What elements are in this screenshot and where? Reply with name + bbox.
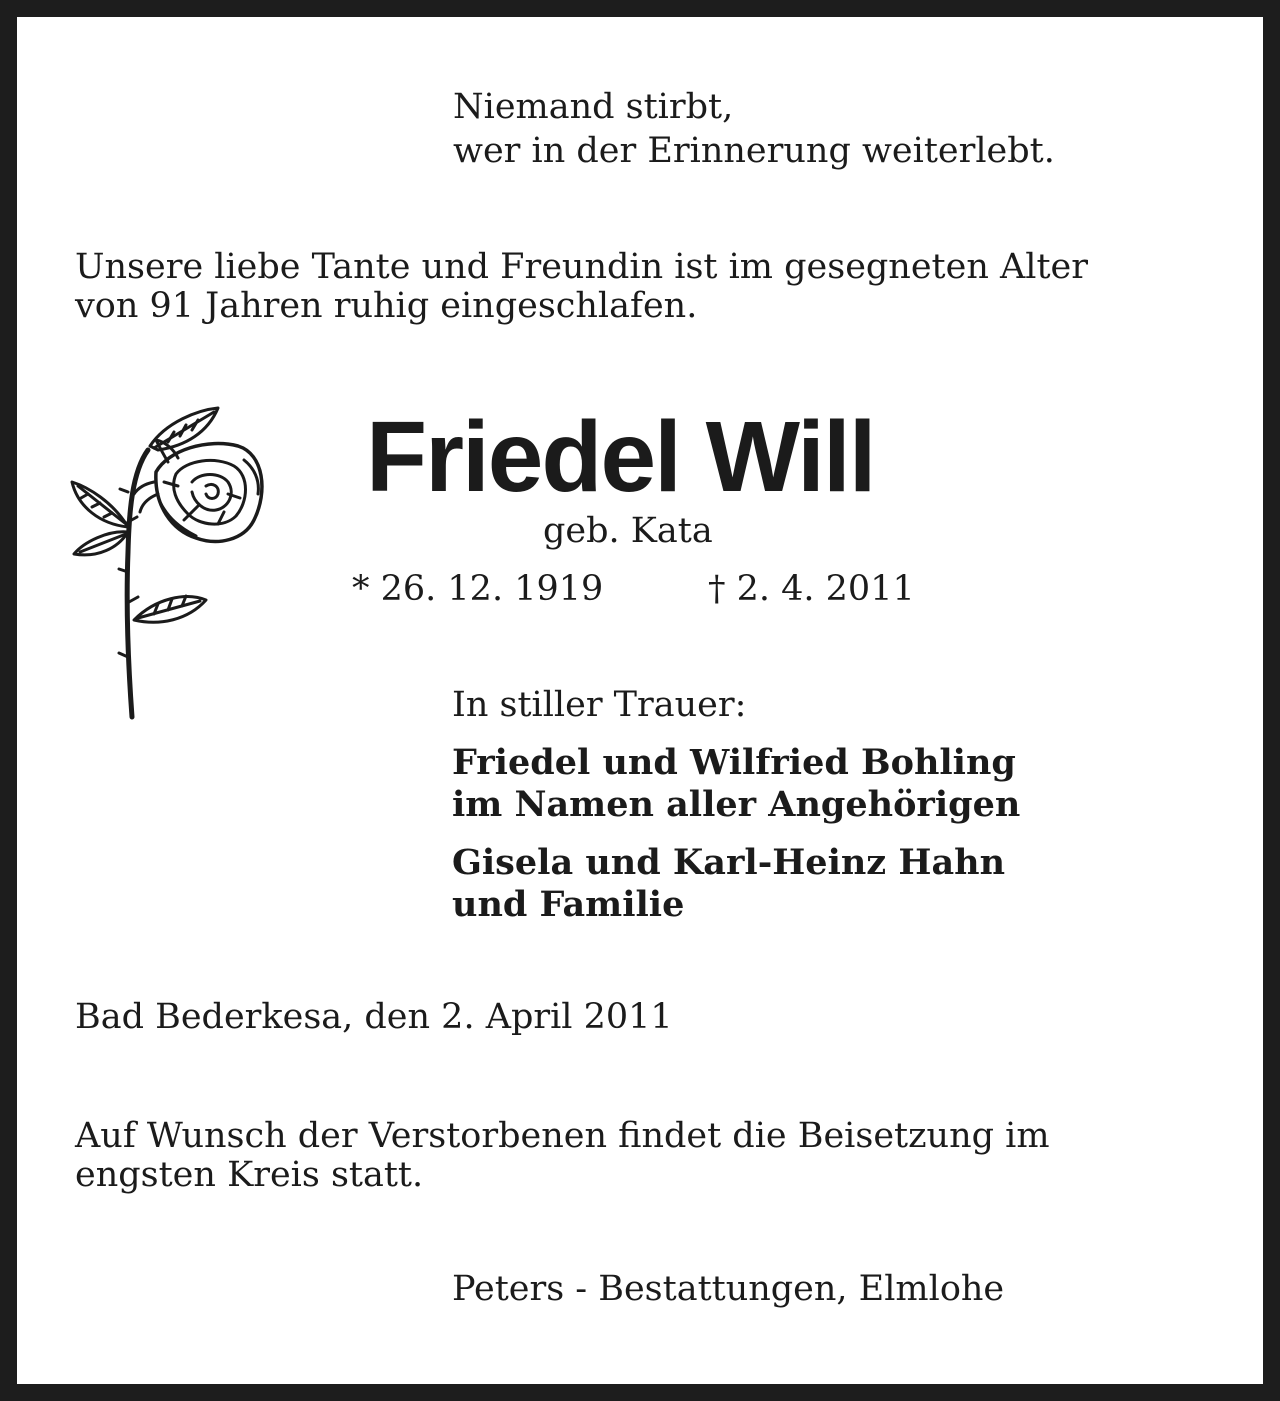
mourners-group-1-line-1: Friedel und Wilfried Bohling [452,742,1016,783]
note-line-2: engsten Kreis statt. [75,1155,424,1195]
mourners-heading: In stiller Trauer: [452,685,747,725]
note-line-1: Auf Wunsch der Verstorbenen findet die Beisetzung im [75,1116,1050,1156]
deceased-name: Friedel Will [366,401,875,513]
birth-date: * 26. 12. 1919 [352,569,604,609]
mourners-group-2-line-2: und Familie [452,884,685,925]
motto-line-2: wer in der Erinnerung weiterlebt. [453,131,1055,171]
mourners-group-1-line-2: im Namen aller Angehörigen [452,784,1021,825]
place-date: Bad Bederkesa, den 2. April 2011 [75,997,673,1037]
motto-line-1: Niemand stirbt, [453,87,734,127]
death-date: † 2. 4. 2011 [708,569,915,609]
maiden-name: geb. Kata [543,511,713,551]
mourners-group-2-line-1: Gisela und Karl-Heinz Hahn [452,842,1006,883]
undertaker: Peters - Bestattungen, Elmlohe [452,1269,1005,1309]
intro-line-1: Unsere liebe Tante und Freundin ist im gesegneten Alter [75,247,1088,287]
intro-line-2: von 91 Jahren ruhig eingeschlafen. [75,286,698,326]
rose-icon [68,402,268,722]
